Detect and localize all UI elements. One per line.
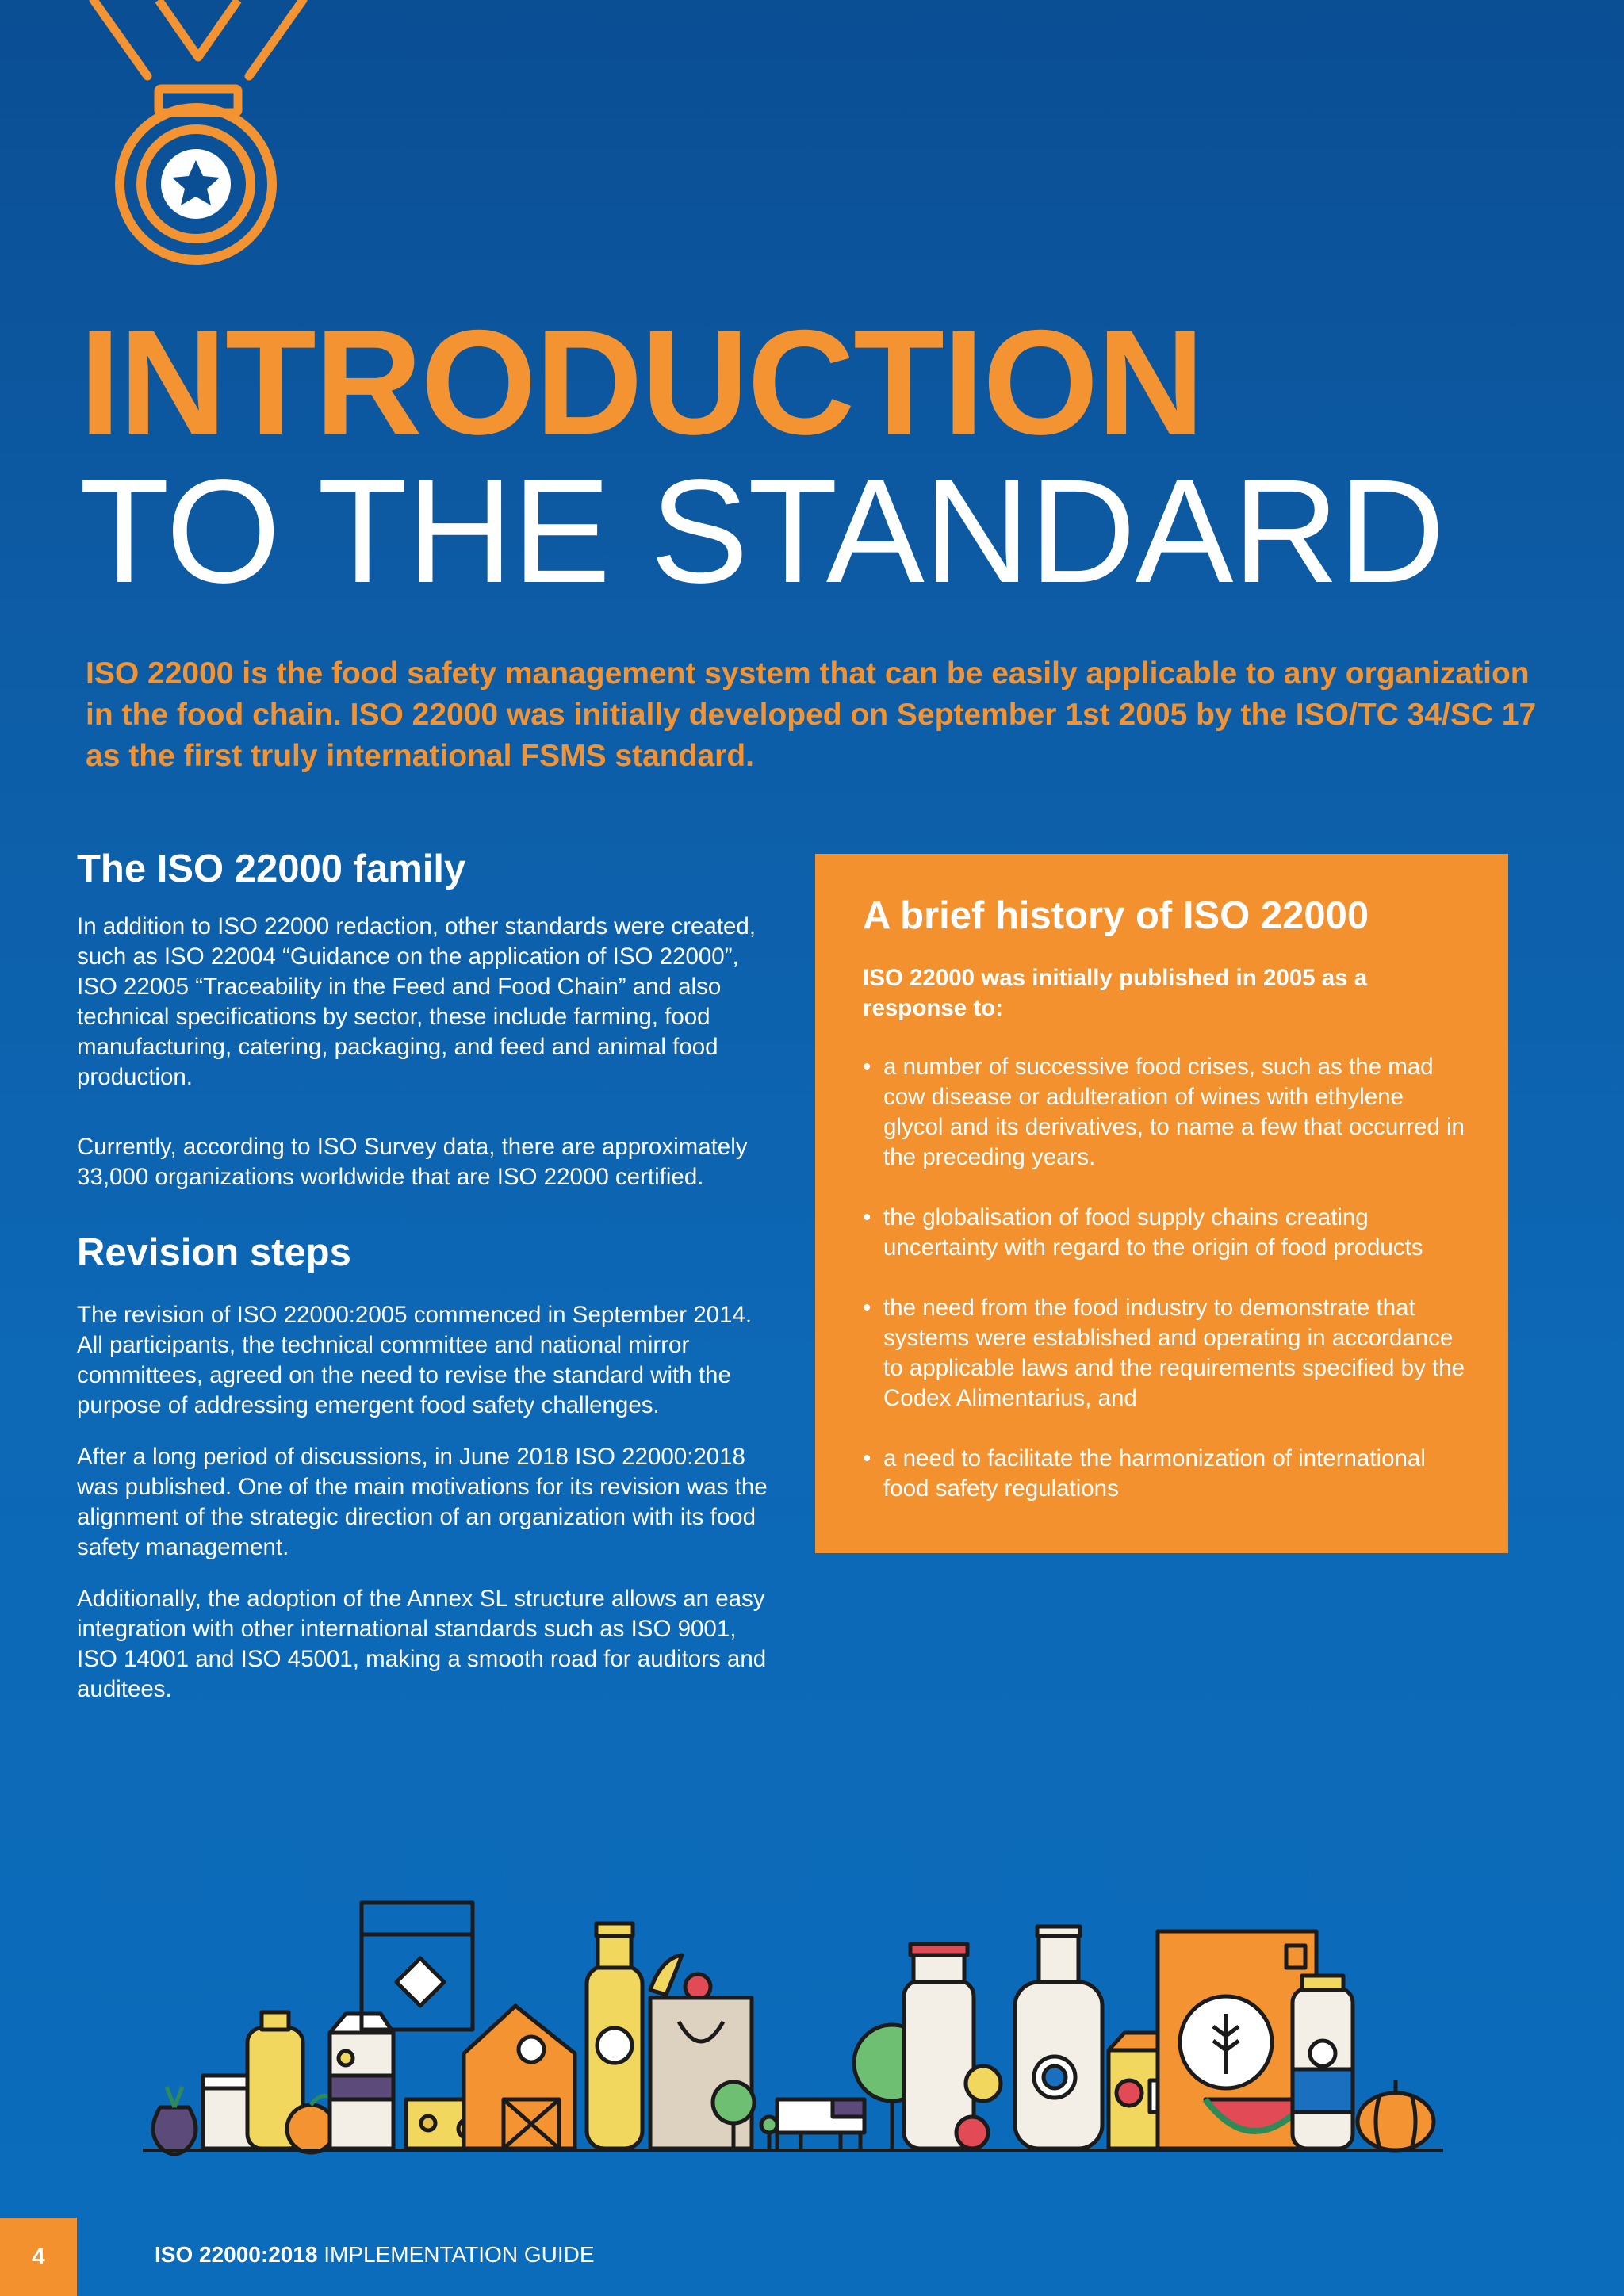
food-products-illustration <box>143 1887 1443 2172</box>
revision-paragraph-3: Additionally, the adoption of the Annex SL structure allows an easy integration with other international standards such as ISO 9001, ISO 14001 and ISO 45001, making a smooth road for auditors and auditees. <box>77 1585 767 1702</box>
history-box <box>815 854 1508 1553</box>
page-number: 4 <box>0 2218 77 2296</box>
medal-icon <box>79 0 317 274</box>
list-item: • a need to facilitate the harmonization of international food safety regulations <box>863 1444 1467 1504</box>
history-intro: ISO 22000 was initially published in 2005 as a response to: <box>863 964 1368 1021</box>
title-line-1: INTRODUCTION <box>79 299 1204 465</box>
list-item: • a number of successive food crises, such as the mad cow disease or adulteration of wines with ethylene glycol and its derivatives, to name a few that occurred in the preceding years. <box>863 1052 1467 1173</box>
title-line-2: TO THE STANDARD <box>79 450 1445 614</box>
history-list <box>863 1052 1467 1504</box>
list-item: • the globalisation of food supply chains creating uncertainty with regard to the origin of food products <box>863 1203 1467 1263</box>
family-heading: The ISO 22000 family <box>77 848 466 890</box>
left-column <box>77 848 775 1726</box>
beet-icon <box>153 2087 196 2154</box>
footer-title-rest: IMPLEMENTATION GUIDE <box>317 2242 595 2267</box>
revision-paragraph-1: The revision of ISO 22000:2005 commenced in September 2014. All participants, the technical committee and national mirror committees, agreed on the need to revise the standard with the purpose of addressing emergent food safety challenges. <box>77 1301 753 1418</box>
revision-paragraph-2: After a long period of discussions, in June 2018 ISO 22000:2018 was published. One of the main motivations for its revision was the alignment of the strategic direction of an organization with its food safety management. <box>77 1443 768 1560</box>
list-item: • the need from the food industry to demonstrate that systems were established and operating in accordance to applicable laws and the requirements specified by the Codex Alimentarius, and <box>863 1293 1467 1414</box>
revision-heading: Revision steps <box>77 1230 351 1274</box>
family-paragraph-2: Currently, according to ISO Survey data, there are approximately 33,000 organizations worldwide that are ISO 22000 certified. <box>77 1133 748 1190</box>
lead-paragraph: ISO 22000 is the food safety management system that can be easily applicable to any organization in the food chain. ISO 22000 was initially developed on September 1st 2005 by the ISO/TC 34/SC 17 as the first truly international FSMS standard. <box>86 656 1537 773</box>
history-heading: A brief history of ISO 22000 <box>863 894 1369 937</box>
footer-text <box>155 2244 595 2266</box>
footer-title-bold: ISO 22000:2018 <box>155 2242 318 2267</box>
family-paragraph-1: In addition to ISO 22000 redaction, other standards were created, such as ISO 22004 “Guidance on the application of ISO 22000”, ISO 22005 “Traceability in the Feed and Food Chain” and also technical specifications by sector, these include farming, food manufacturing, catering, packaging, and feed and animal food production. <box>77 913 756 1090</box>
